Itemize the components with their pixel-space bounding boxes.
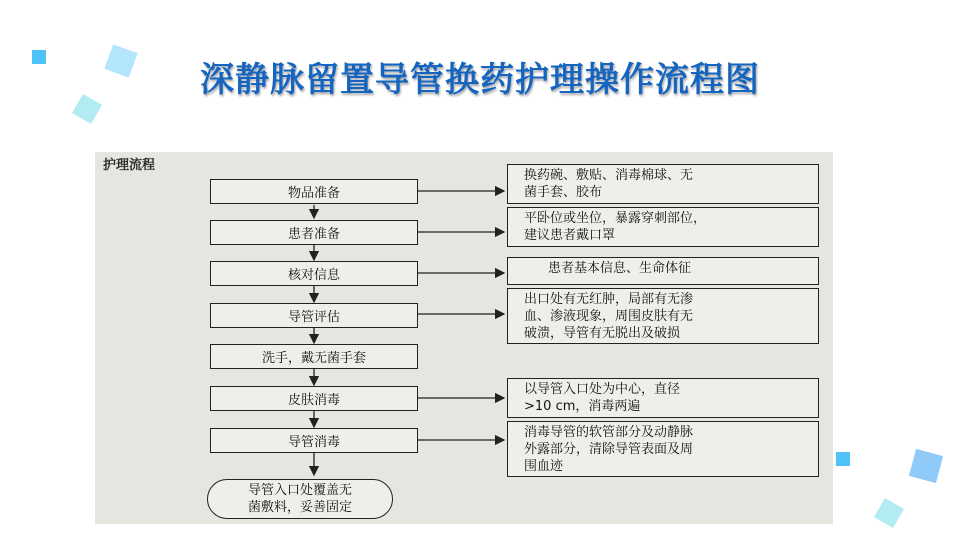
flow-step: 导管消毒 xyxy=(210,428,418,453)
flow-step: 导管评估 xyxy=(210,303,418,328)
flowchart-image xyxy=(95,152,833,524)
flow-note: 平卧位或坐位，暴露穿刺部位， 建议患者戴口罩 xyxy=(507,207,819,247)
flow-step: 患者准备 xyxy=(210,220,418,245)
flow-note: 出口处有无红肿，局部有无渗 血、渗液现象，周围皮肤有无 破溃，导管有无脱出及破损 xyxy=(507,288,819,344)
figure-corner-label: 护理流程 xyxy=(103,158,156,173)
flow-note: 消毒导管的软管部分及动静脉 外露部分，清除导管表面及周 围血迹 xyxy=(507,421,819,477)
decor-square xyxy=(836,452,850,466)
flow-step: 皮肤消毒 xyxy=(210,386,418,411)
decor-square xyxy=(909,449,943,483)
flow-end-step: 导管入口处覆盖无 菌敷料，妥善固定 xyxy=(207,479,393,519)
flow-note: 以导管入口处为中心，直径 >10 cm，消毒两遍 xyxy=(507,378,819,418)
flow-note: 患者基本信息、生命体征 xyxy=(507,257,819,285)
flow-step: 洗手，戴无菌手套 xyxy=(210,344,418,369)
flow-step: 物品准备 xyxy=(210,179,418,204)
page-title: 深静脉留置导管换药护理操作流程图 xyxy=(200,60,760,100)
decor-square xyxy=(874,498,904,528)
flow-note: 换药碗、敷贴、消毒棉球、无 菌手套、胶布 xyxy=(507,164,819,204)
flow-step: 核对信息 xyxy=(210,261,418,286)
